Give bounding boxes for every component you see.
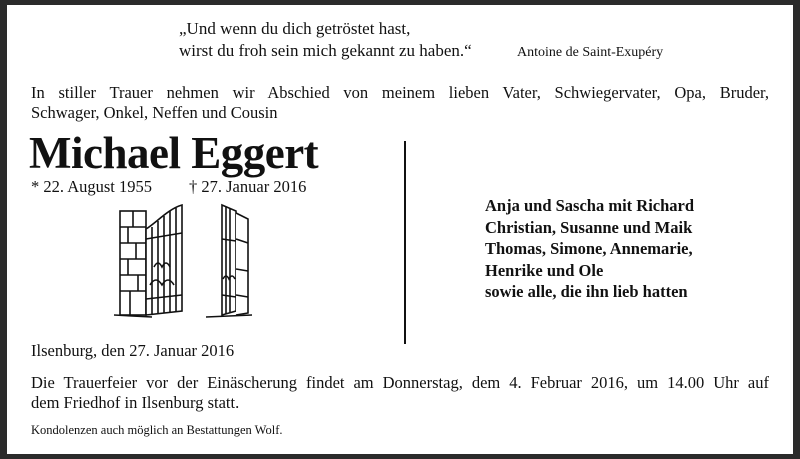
place-date: Ilsenburg, den 27. Januar 2016: [31, 341, 235, 360]
quote-line-1: „Und wenn du dich getröstet hast,: [179, 19, 411, 38]
family-list: [485, 195, 694, 303]
family-line: sowie alle, die ihn lieb hatten: [485, 282, 688, 301]
quote-line-2: wirst du froh sein mich gekannt zu haben.“: [179, 41, 472, 60]
family-line: Christian, Susanne und Maik: [485, 217, 693, 237]
death-date: † 27. Januar 2016: [189, 177, 307, 196]
open-gate-icon: [110, 199, 255, 319]
obituary-notice: [7, 5, 793, 454]
condolence-note: Kondolenzen auch möglich an Bestattungen Wolf.: [31, 423, 283, 437]
ceremony-line-1: Die Trauerfeier vor der Einäscherung findet am Donnerstag, dem 4. Februar 2016, um 14.00 Uhr auf: [31, 373, 769, 392]
intro-line-1: In stiller Trauer nehmen wir Abschied von meinem lieben Vater, Schwiegervater, Opa, Bruder,: [31, 83, 769, 102]
quote-author: Antoine de Saint-Exupéry: [517, 45, 664, 60]
intro-line-2: Schwager, Onkel, Neffen und Cousin: [31, 103, 278, 122]
family-line: Thomas, Simone, Annemarie,: [485, 239, 693, 258]
vertical-divider: [404, 141, 406, 344]
birth-date: * 22. August 1955: [31, 177, 153, 196]
family-line: Anja und Sascha mit Richard: [485, 196, 695, 215]
ceremony-line-2: dem Friedhof in Ilsenburg statt.: [31, 393, 240, 412]
deceased-name: Michael Eggert: [29, 128, 319, 178]
family-line: Henrike und Ole: [485, 260, 604, 280]
